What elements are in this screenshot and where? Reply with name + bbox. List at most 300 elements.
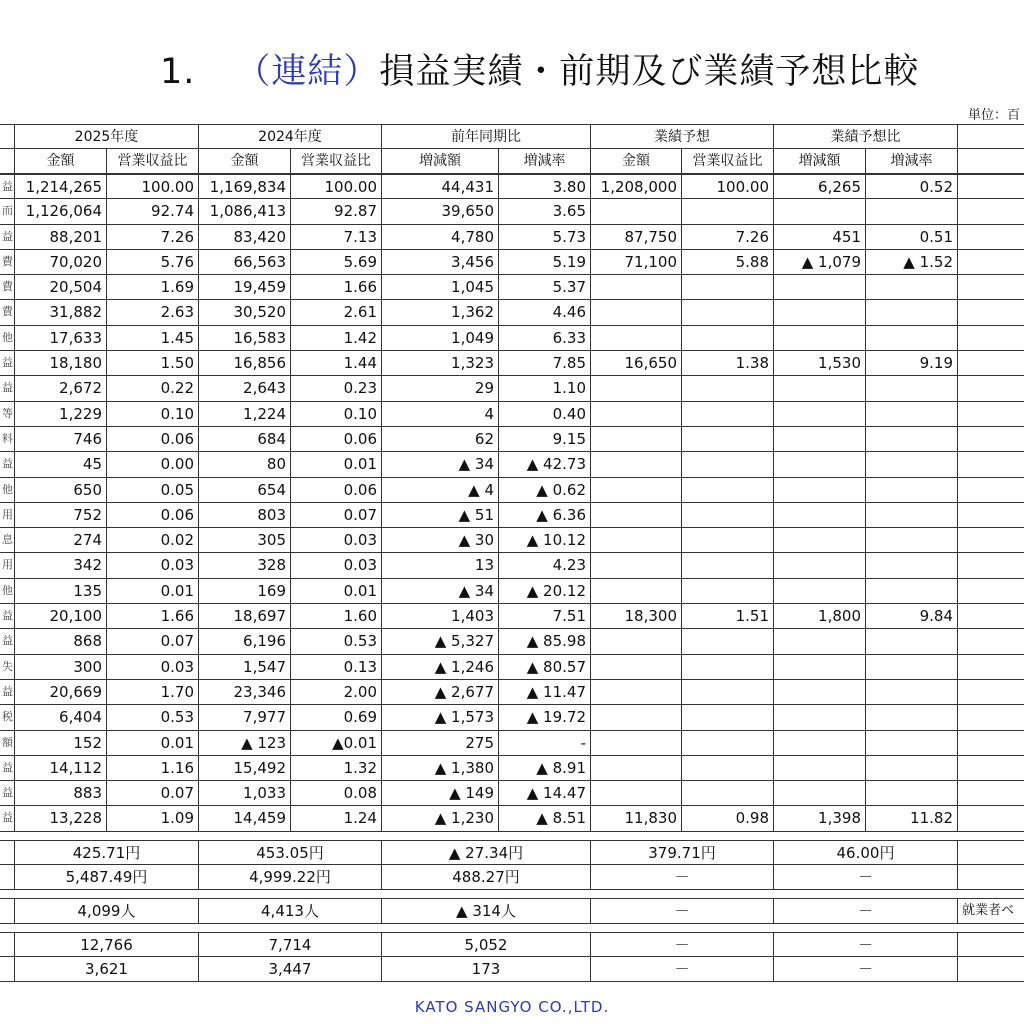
- table-row: [0, 199, 1024, 224]
- cell-amount-2024: 2,643: [199, 376, 291, 401]
- cell-amount-2024: 18,697: [199, 604, 291, 629]
- cell-amount-2024: ▲ 123: [199, 731, 291, 756]
- extra-column-cell: [958, 806, 1024, 831]
- extra-column-cell: [958, 452, 1024, 477]
- extra-column-cell: [958, 579, 1024, 604]
- cell-forecast-change: [774, 756, 866, 781]
- cell-forecast-change: 1,800: [774, 604, 866, 629]
- extra-column-cell: [958, 781, 1024, 806]
- cell-yoy-change: ▲ 2,677: [382, 680, 499, 705]
- cell-forecast-rate: [866, 731, 958, 756]
- cell-yoy-change: 1,362: [382, 300, 499, 325]
- cell-amount-2025: 274: [15, 528, 107, 553]
- cell-yoy-change: 62: [382, 427, 499, 452]
- cell-forecast-ratio: 5.88: [682, 250, 774, 275]
- extra-column-cell: [958, 705, 1024, 730]
- table-row: [0, 629, 1024, 654]
- cell-ratio-2025: 0.22: [107, 376, 199, 401]
- table-row: [0, 604, 1024, 629]
- row-label: 他: [0, 478, 15, 503]
- cell-forecast-rate: [866, 275, 958, 300]
- cell-ratio-2025: 0.06: [107, 503, 199, 528]
- extra-column-cell: [958, 957, 1024, 982]
- cell-forecast-amount: 1,208,000: [591, 174, 682, 199]
- cell-forecast-ratio: 0.98: [682, 806, 774, 831]
- subheader-yoy-change: 増減額: [382, 149, 499, 174]
- cell-yoy-change: 1,403: [382, 604, 499, 629]
- subheader-yoy-rate: 増減率: [499, 149, 591, 174]
- cell-forecast-ratio: 1.38: [682, 351, 774, 376]
- cell-forecast-rate: 11.82: [866, 806, 958, 831]
- cell-amount-2025: 18,180: [15, 351, 107, 376]
- extra-column-cell: [958, 528, 1024, 553]
- cell-yoy-change: 4,780: [382, 225, 499, 250]
- cell-ratio-2024: 0.13: [291, 655, 382, 680]
- cell-ratio-2025: 0.01: [107, 579, 199, 604]
- extra-column-cell: [958, 478, 1024, 503]
- table-row: [0, 528, 1024, 553]
- summary-cell-2024: 453.05円: [199, 840, 382, 865]
- cell-amount-2025: 6,404: [15, 705, 107, 730]
- cell-forecast-amount: [591, 199, 682, 224]
- cell-forecast-rate: [866, 680, 958, 705]
- cell-forecast-change: [774, 503, 866, 528]
- table-row: [0, 553, 1024, 578]
- cell-forecast-rate: [866, 478, 958, 503]
- cell-amount-2024: 66,563: [199, 250, 291, 275]
- cell-yoy-change: 1,045: [382, 275, 499, 300]
- cell-ratio-2025: 0.01: [107, 731, 199, 756]
- cell-forecast-change: 1,398: [774, 806, 866, 831]
- cell-ratio-2024: 2.61: [291, 300, 382, 325]
- cell-yoy-rate: 0.40: [499, 402, 591, 427]
- table-row: [0, 705, 1024, 730]
- subheader-forecast-rate: 増減率: [866, 149, 958, 174]
- cell-forecast-amount: [591, 731, 682, 756]
- cell-forecast-change: [774, 528, 866, 553]
- header-sub-row: [0, 149, 1024, 174]
- summary-cell-forecast: －: [591, 865, 774, 890]
- extra-column-cell: [958, 326, 1024, 351]
- cell-ratio-2024: 1.60: [291, 604, 382, 629]
- cell-forecast-rate: [866, 503, 958, 528]
- extra-column-cell: [958, 503, 1024, 528]
- cell-amount-2024: 6,196: [199, 629, 291, 654]
- cell-ratio-2024: 1.24: [291, 806, 382, 831]
- cell-ratio-2025: 0.07: [107, 629, 199, 654]
- cell-yoy-rate: ▲ 80.57: [499, 655, 591, 680]
- cell-amount-2025: 13,228: [15, 806, 107, 831]
- table-row: [0, 680, 1024, 705]
- cell-forecast-rate: [866, 300, 958, 325]
- row-label: 失: [0, 655, 15, 680]
- page-title: [160, 44, 919, 100]
- table-row: [0, 478, 1024, 503]
- cell-forecast-rate: 9.19: [866, 351, 958, 376]
- cell-yoy-change: ▲ 4: [382, 478, 499, 503]
- extra-column-cell: [958, 225, 1024, 250]
- cell-amount-2025: 20,100: [15, 604, 107, 629]
- cell-yoy-rate: ▲ 6.36: [499, 503, 591, 528]
- row-label: [0, 840, 15, 865]
- row-label: 費: [0, 250, 15, 275]
- cell-ratio-2025: 0.07: [107, 781, 199, 806]
- cell-amount-2025: 1,229: [15, 402, 107, 427]
- cell-ratio-2024: 0.06: [291, 427, 382, 452]
- cell-yoy-change: ▲ 34: [382, 452, 499, 477]
- cell-amount-2025: 342: [15, 553, 107, 578]
- cell-forecast-amount: 16,650: [591, 351, 682, 376]
- cell-yoy-rate: ▲ 11.47: [499, 680, 591, 705]
- cell-yoy-rate: ▲ 8.91: [499, 756, 591, 781]
- row-label: 息: [0, 528, 15, 553]
- group-header-2025: 2025年度: [15, 124, 199, 149]
- table-row: [0, 250, 1024, 275]
- cell-forecast-ratio: [682, 376, 774, 401]
- cell-yoy-rate: 3.65: [499, 199, 591, 224]
- cell-forecast-amount: [591, 402, 682, 427]
- cell-forecast-amount: 18,300: [591, 604, 682, 629]
- cell-yoy-rate: ▲ 20.12: [499, 579, 591, 604]
- cell-ratio-2025: 0.03: [107, 553, 199, 578]
- cell-amount-2024: 803: [199, 503, 291, 528]
- extra-column-cell: [958, 655, 1024, 680]
- cell-forecast-rate: [866, 376, 958, 401]
- extra-column-cell: [958, 553, 1024, 578]
- cell-yoy-rate: 5.37: [499, 275, 591, 300]
- table-row: [0, 275, 1024, 300]
- cell-yoy-rate: ▲ 14.47: [499, 781, 591, 806]
- cell-yoy-change: 1,049: [382, 326, 499, 351]
- row-label: 益: [0, 604, 15, 629]
- cell-yoy-rate: 5.73: [499, 225, 591, 250]
- row-label: 用: [0, 503, 15, 528]
- cell-ratio-2025: 7.26: [107, 225, 199, 250]
- cell-yoy-change: 29: [382, 376, 499, 401]
- cell-forecast-rate: [866, 655, 958, 680]
- company-footer: KATO SANGYO CO.,LTD.: [414, 998, 610, 1016]
- income-statement-table: [0, 124, 1024, 982]
- cell-forecast-amount: [591, 680, 682, 705]
- cell-forecast-ratio: 1.51: [682, 604, 774, 629]
- cell-forecast-change: [774, 655, 866, 680]
- summary-cell-2025: 4,099人: [15, 898, 199, 923]
- cell-forecast-amount: 87,750: [591, 225, 682, 250]
- row-label: 益: [0, 629, 15, 654]
- cell-amount-2024: 1,224: [199, 402, 291, 427]
- subheader-ratio-2024: 営業収益比: [291, 149, 382, 174]
- cell-forecast-change: [774, 402, 866, 427]
- cell-forecast-ratio: [682, 427, 774, 452]
- cell-amount-2024: 16,856: [199, 351, 291, 376]
- cell-forecast-change: [774, 680, 866, 705]
- cell-forecast-rate: [866, 427, 958, 452]
- cell-forecast-rate: ▲ 1.52: [866, 250, 958, 275]
- cell-forecast-change: [774, 579, 866, 604]
- cell-yoy-change: 13: [382, 553, 499, 578]
- cell-amount-2025: 135: [15, 579, 107, 604]
- cell-forecast-ratio: 7.26: [682, 225, 774, 250]
- cell-yoy-rate: 7.51: [499, 604, 591, 629]
- cell-ratio-2025: 0.06: [107, 427, 199, 452]
- extra-column-cell: [958, 865, 1024, 890]
- cell-amount-2025: 650: [15, 478, 107, 503]
- cell-forecast-amount: [591, 275, 682, 300]
- cell-forecast-change: [774, 427, 866, 452]
- cell-yoy-rate: ▲ 8.51: [499, 806, 591, 831]
- extra-column-cell: [958, 840, 1024, 865]
- table-row: [0, 326, 1024, 351]
- row-label: 益: [0, 351, 15, 376]
- subheader-ratio-2025: 営業収益比: [107, 149, 199, 174]
- cell-amount-2024: 654: [199, 478, 291, 503]
- table-row: [0, 731, 1024, 756]
- cell-ratio-2024: 0.69: [291, 705, 382, 730]
- extra-column-cell: [958, 756, 1024, 781]
- cell-forecast-rate: [866, 199, 958, 224]
- cell-forecast-rate: [866, 402, 958, 427]
- subheader-forecast-change: 増減額: [774, 149, 866, 174]
- extra-column-cell: [958, 376, 1024, 401]
- cell-amount-2025: 883: [15, 781, 107, 806]
- cell-forecast-ratio: [682, 452, 774, 477]
- header-group-row: [0, 124, 1024, 149]
- cell-amount-2025: 752: [15, 503, 107, 528]
- summary-cell-2024: 3,447: [199, 957, 382, 982]
- label-column-header: [0, 124, 15, 149]
- cell-ratio-2024: 0.03: [291, 528, 382, 553]
- cell-forecast-change: [774, 300, 866, 325]
- cell-ratio-2024: 0.53: [291, 629, 382, 654]
- cell-amount-2024: 83,420: [199, 225, 291, 250]
- cell-forecast-ratio: [682, 731, 774, 756]
- cell-yoy-change: 1,323: [382, 351, 499, 376]
- table-row: [0, 225, 1024, 250]
- cell-forecast-ratio: [682, 655, 774, 680]
- cell-yoy-change: ▲ 1,246: [382, 655, 499, 680]
- summary-row: [0, 865, 1024, 890]
- summary-cell-forecast: －: [591, 932, 774, 957]
- summary-row: [0, 840, 1024, 865]
- row-label: 而: [0, 199, 15, 224]
- cell-ratio-2024: 0.06: [291, 478, 382, 503]
- cell-amount-2025: 17,633: [15, 326, 107, 351]
- cell-yoy-rate: 4.46: [499, 300, 591, 325]
- cell-forecast-ratio: [682, 528, 774, 553]
- cell-amount-2024: 19,459: [199, 275, 291, 300]
- summary-cell-2025: 12,766: [15, 932, 199, 957]
- cell-amount-2025: 88,201: [15, 225, 107, 250]
- extra-column-cell: [958, 680, 1024, 705]
- extra-column-cell: [958, 351, 1024, 376]
- row-label: 他: [0, 326, 15, 351]
- cell-forecast-change: [774, 199, 866, 224]
- table-row: [0, 756, 1024, 781]
- cell-forecast-rate: [866, 579, 958, 604]
- cell-ratio-2025: 0.53: [107, 705, 199, 730]
- cell-forecast-ratio: [682, 680, 774, 705]
- row-label: [0, 957, 15, 982]
- cell-forecast-rate: 9.84: [866, 604, 958, 629]
- table-row: [0, 655, 1024, 680]
- cell-ratio-2025: 1.70: [107, 680, 199, 705]
- cell-forecast-amount: [591, 528, 682, 553]
- summary-cell-forecast-diff: －: [774, 957, 958, 982]
- cell-forecast-change: ▲ 1,079: [774, 250, 866, 275]
- cell-forecast-amount: 71,100: [591, 250, 682, 275]
- cell-ratio-2024: 0.08: [291, 781, 382, 806]
- cell-ratio-2024: 0.01: [291, 579, 382, 604]
- extra-column-header: [958, 124, 1024, 149]
- cell-yoy-rate: 7.85: [499, 351, 591, 376]
- cell-amount-2025: 45: [15, 452, 107, 477]
- cell-amount-2025: 152: [15, 731, 107, 756]
- cell-ratio-2024: 92.87: [291, 199, 382, 224]
- extra-column-cell: [958, 731, 1024, 756]
- cell-amount-2025: 746: [15, 427, 107, 452]
- cell-forecast-change: [774, 326, 866, 351]
- cell-ratio-2024: 0.10: [291, 402, 382, 427]
- summary-cell-yoy: 488.27円: [382, 865, 591, 890]
- extra-column-cell: [958, 250, 1024, 275]
- summary-cell-yoy: ▲ 314人: [382, 898, 591, 923]
- cell-forecast-ratio: [682, 553, 774, 578]
- group-header-yoy: 前年同期比: [382, 124, 591, 149]
- cell-amount-2025: 70,020: [15, 250, 107, 275]
- cell-ratio-2024: 0.03: [291, 553, 382, 578]
- cell-amount-2024: 14,459: [199, 806, 291, 831]
- extra-column-cell: [958, 604, 1024, 629]
- subheader-amount-2024: 金額: [199, 149, 291, 174]
- cell-yoy-change: 3,456: [382, 250, 499, 275]
- cell-yoy-change: ▲ 30: [382, 528, 499, 553]
- cell-ratio-2024: 0.23: [291, 376, 382, 401]
- cell-ratio-2025: 92.74: [107, 199, 199, 224]
- cell-forecast-amount: [591, 478, 682, 503]
- row-label: [0, 932, 15, 957]
- cell-forecast-rate: [866, 756, 958, 781]
- cell-forecast-change: [774, 629, 866, 654]
- row-label: 益: [0, 680, 15, 705]
- cell-amount-2025: 20,504: [15, 275, 107, 300]
- cell-yoy-rate: 9.15: [499, 427, 591, 452]
- cell-forecast-ratio: [682, 478, 774, 503]
- table-row: [0, 427, 1024, 452]
- cell-forecast-ratio: [682, 300, 774, 325]
- cell-amount-2024: 1,169,834: [199, 174, 291, 199]
- cell-ratio-2024: 2.00: [291, 680, 382, 705]
- summary-cell-yoy: ▲ 27.34円: [382, 840, 591, 865]
- table-row: [0, 452, 1024, 477]
- group-header-2024: 2024年度: [199, 124, 382, 149]
- cell-amount-2025: 1,126,064: [15, 199, 107, 224]
- subheader-forecast-amount: 金額: [591, 149, 682, 174]
- cell-yoy-change: ▲ 1,573: [382, 705, 499, 730]
- cell-yoy-change: 275: [382, 731, 499, 756]
- cell-forecast-change: 6,265: [774, 174, 866, 199]
- row-label: 益: [0, 225, 15, 250]
- cell-forecast-rate: 0.52: [866, 174, 958, 199]
- cell-forecast-ratio: [682, 402, 774, 427]
- cell-forecast-amount: [591, 503, 682, 528]
- cell-forecast-change: [774, 452, 866, 477]
- summary-cell-forecast-diff: －: [774, 932, 958, 957]
- cell-ratio-2025: 0.02: [107, 528, 199, 553]
- summary-cell-forecast-diff: 46.00円: [774, 840, 958, 865]
- cell-forecast-rate: [866, 705, 958, 730]
- cell-ratio-2024: 1.42: [291, 326, 382, 351]
- cell-ratio-2025: 100.00: [107, 174, 199, 199]
- table-row: [0, 402, 1024, 427]
- cell-ratio-2025: 0.05: [107, 478, 199, 503]
- cell-forecast-rate: [866, 528, 958, 553]
- table-row: [0, 781, 1024, 806]
- cell-amount-2025: 1,214,265: [15, 174, 107, 199]
- employee-basis-note: 就業者ベ: [958, 898, 1024, 923]
- summary-row: [0, 932, 1024, 957]
- cell-forecast-amount: [591, 579, 682, 604]
- cell-forecast-change: [774, 478, 866, 503]
- cell-amount-2025: 300: [15, 655, 107, 680]
- cell-forecast-amount: [591, 376, 682, 401]
- cell-ratio-2024: ▲0.01: [291, 731, 382, 756]
- cell-ratio-2024: 100.00: [291, 174, 382, 199]
- extra-column-cell: [958, 427, 1024, 452]
- cell-ratio-2025: 0.03: [107, 655, 199, 680]
- cell-amount-2024: 23,346: [199, 680, 291, 705]
- cell-forecast-change: [774, 275, 866, 300]
- row-label: [0, 898, 15, 923]
- row-label: 益: [0, 781, 15, 806]
- summary-cell-2025: 425.71円: [15, 840, 199, 865]
- cell-forecast-amount: [591, 427, 682, 452]
- cell-ratio-2024: 0.01: [291, 452, 382, 477]
- cell-forecast-rate: [866, 781, 958, 806]
- cell-amount-2025: 20,669: [15, 680, 107, 705]
- summary-cell-forecast: －: [591, 957, 774, 982]
- cell-amount-2025: 868: [15, 629, 107, 654]
- summary-cell-2024: 4,999.22円: [199, 865, 382, 890]
- cell-yoy-change: ▲ 5,327: [382, 629, 499, 654]
- cell-forecast-ratio: [682, 781, 774, 806]
- cell-forecast-ratio: [682, 503, 774, 528]
- cell-amount-2025: 2,672: [15, 376, 107, 401]
- cell-amount-2024: 684: [199, 427, 291, 452]
- cell-yoy-rate: -: [499, 731, 591, 756]
- summary-cell-yoy: 173: [382, 957, 591, 982]
- table-row: [0, 174, 1024, 199]
- cell-forecast-ratio: [682, 275, 774, 300]
- summary-row: [0, 957, 1024, 982]
- cell-forecast-rate: [866, 629, 958, 654]
- cell-yoy-rate: ▲ 42.73: [499, 452, 591, 477]
- cell-forecast-amount: [591, 629, 682, 654]
- cell-forecast-change: [774, 731, 866, 756]
- cell-ratio-2024: 5.69: [291, 250, 382, 275]
- row-label: 益: [0, 174, 15, 199]
- group-header-forecast: 業績予想: [591, 124, 774, 149]
- cell-ratio-2025: 1.66: [107, 604, 199, 629]
- cell-forecast-amount: [591, 452, 682, 477]
- subheader-amount-2025: 金額: [15, 149, 107, 174]
- extra-column-cell: [958, 932, 1024, 957]
- title-consolidated: （連結）: [235, 52, 380, 92]
- cell-ratio-2024: 1.32: [291, 756, 382, 781]
- row-label: 益: [0, 376, 15, 401]
- row-label: 益: [0, 806, 15, 831]
- cell-forecast-change: [774, 376, 866, 401]
- cell-yoy-rate: 1.10: [499, 376, 591, 401]
